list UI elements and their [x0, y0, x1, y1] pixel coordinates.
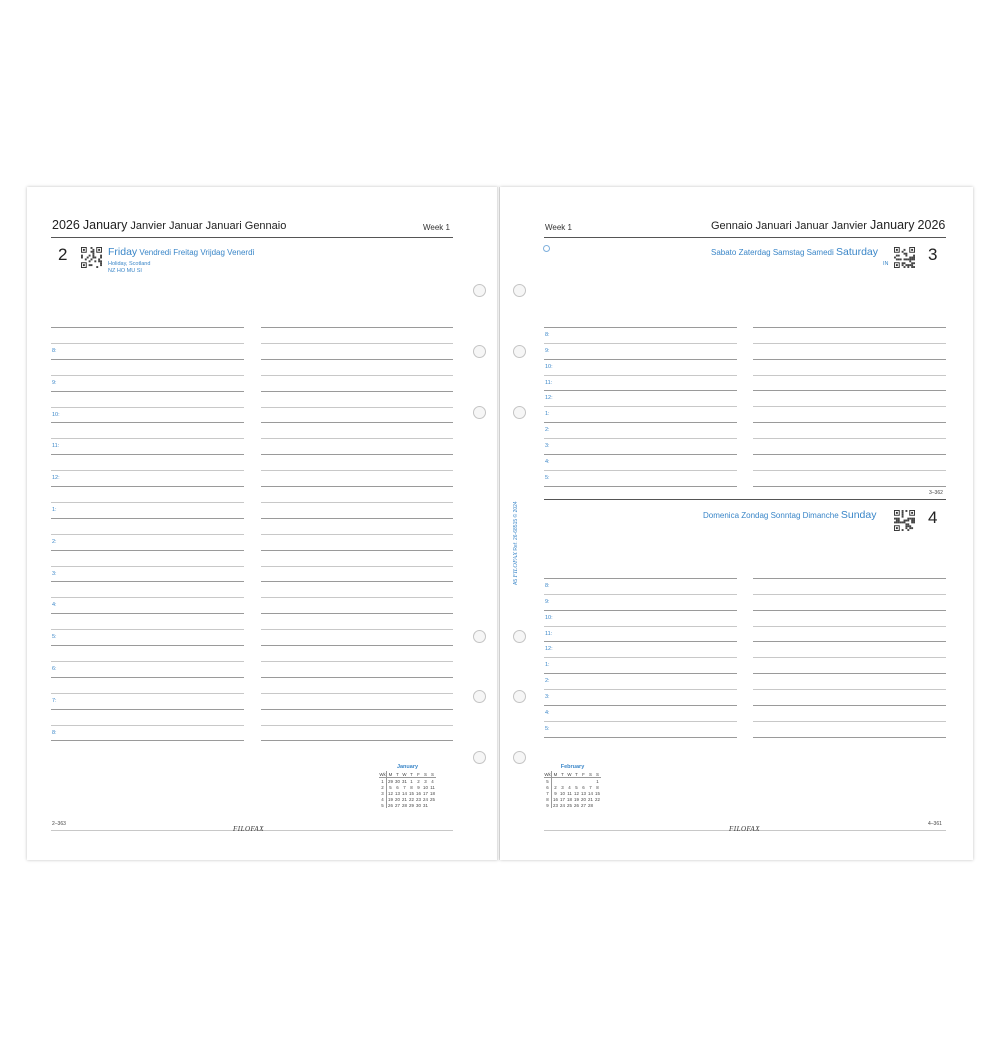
writing-line — [544, 422, 737, 423]
writing-line — [544, 406, 737, 407]
mini-calendar-day: 22 — [409, 796, 414, 802]
mini-calendar-day: 27 — [395, 802, 400, 808]
writing-line — [544, 578, 737, 579]
mini-calendar-day: 25 — [567, 802, 572, 808]
writing-line — [51, 740, 244, 741]
hour-label: 2: — [545, 678, 550, 685]
writing-line — [51, 518, 244, 519]
binder-hole — [473, 751, 486, 764]
binder-hole — [473, 690, 486, 703]
mini-calendar-day: 26 — [388, 802, 393, 808]
mini-calendar-day: 2 — [554, 784, 557, 790]
left-week-label: Week 1 — [423, 223, 450, 232]
right-footer-code: 4–361 — [928, 821, 942, 827]
mini-calendar-day: 12 — [574, 790, 579, 796]
writing-line — [753, 641, 946, 642]
saturday-region: IN — [883, 261, 889, 267]
mini-calendar-week-number: 7 — [544, 790, 552, 796]
hour-label: 8: — [545, 583, 550, 589]
hour-label: 10: — [545, 363, 553, 370]
mini-calendar-header: S — [422, 771, 429, 778]
mini-calendar-header: T — [559, 771, 566, 778]
writing-line — [51, 359, 244, 360]
writing-line — [51, 597, 244, 598]
hour-label: 11: — [545, 379, 553, 386]
writing-line — [753, 422, 946, 423]
hour-label: 1: — [545, 411, 550, 418]
right-month-translations: Gennaio Januari Januar Janvier — [711, 220, 867, 232]
mini-calendar-day — [429, 802, 436, 808]
writing-line — [753, 359, 946, 360]
mini-calendar-header: T — [408, 771, 415, 778]
writing-line — [261, 581, 453, 582]
writing-line — [544, 454, 737, 455]
mini-calendar-grid — [544, 771, 601, 808]
writing-line — [51, 375, 244, 376]
writing-line — [51, 629, 244, 630]
mini-calendar-header: M — [387, 771, 395, 778]
mini-calendar-day: 5 — [389, 784, 392, 790]
mini-calendar-day: 19 — [574, 796, 579, 802]
writing-line — [261, 613, 453, 614]
hour-label: 3: — [545, 693, 550, 700]
saturday-translations: Sabato Zaterdag Samstag Samedi — [711, 248, 834, 257]
writing-line — [261, 709, 453, 710]
mini-calendar-day: 14 — [402, 790, 407, 796]
writing-line — [51, 693, 244, 694]
writing-line — [51, 709, 244, 710]
writing-line — [544, 705, 737, 706]
qr-code-icon — [894, 510, 915, 531]
mini-calendar-day: 7 — [403, 784, 406, 790]
writing-line — [753, 438, 946, 439]
writing-line — [51, 581, 244, 582]
writing-line — [261, 486, 453, 487]
mini-calendar-day: 6 — [396, 784, 399, 790]
hour-label: 5: — [545, 725, 550, 732]
writing-line — [261, 693, 453, 694]
mini-calendar-day: 12 — [388, 790, 393, 796]
mini-calendar-day: 28 — [402, 802, 407, 808]
mini-calendar-day: 30 — [395, 778, 400, 784]
mini-calendar-day: 30 — [416, 802, 421, 808]
writing-line — [51, 677, 244, 678]
writing-line — [51, 534, 244, 535]
mini-calendar-day: 29 — [409, 802, 414, 808]
mini-calendar-day: 27 — [581, 802, 586, 808]
writing-line — [753, 689, 946, 690]
sunday-heading — [703, 509, 877, 521]
writing-line — [261, 645, 453, 646]
mini-calendar-day: 17 — [423, 790, 428, 796]
mini-calendar-day: 15 — [409, 790, 414, 796]
writing-line — [261, 407, 453, 408]
mini-calendar-day: 10 — [560, 790, 565, 796]
mini-calendar-day: 9 — [417, 784, 420, 790]
writing-line — [261, 740, 453, 741]
mini-calendar-day: 13 — [581, 790, 586, 796]
hour-label: 3: — [545, 442, 550, 449]
mini-calendar-day: 4 — [568, 784, 571, 790]
right-brand-logo: FILOFAX — [729, 825, 760, 833]
spine-brand: FILOFAX — [512, 551, 519, 578]
writing-line — [261, 327, 453, 328]
mini-calendar-week-number: 3 — [379, 790, 387, 796]
writing-line — [753, 327, 946, 328]
hour-label: 8: — [545, 332, 550, 338]
sunday-day-number: 4 — [928, 508, 938, 527]
mini-calendar-header: T — [394, 771, 401, 778]
mini-calendar-day: 11 — [567, 790, 572, 796]
writing-line — [753, 705, 946, 706]
hour-label: 11: — [52, 443, 60, 450]
mini-calendar-day: 11 — [430, 784, 435, 790]
writing-line — [51, 566, 244, 567]
mini-calendar-day: 6 — [582, 784, 585, 790]
spine-reference-text — [512, 501, 519, 585]
binder-hole — [473, 345, 486, 358]
mini-calendar-day: 7 — [589, 784, 592, 790]
writing-line — [544, 343, 737, 344]
hour-label: 8: — [52, 729, 57, 736]
writing-line — [51, 550, 244, 551]
writing-line — [51, 327, 244, 328]
mini-calendar-day: 13 — [395, 790, 400, 796]
writing-line — [261, 359, 453, 360]
writing-line — [51, 407, 244, 408]
mini-calendar-week-number: 6 — [544, 784, 552, 790]
writing-line — [261, 629, 453, 630]
hour-label: 9: — [52, 379, 57, 386]
mini-calendar-week-number: 1 — [379, 778, 387, 785]
mini-calendar-day: 24 — [423, 796, 428, 802]
writing-line — [261, 661, 453, 662]
holiday-regions: NZ HO MU SI — [108, 268, 142, 274]
writing-line — [753, 375, 946, 376]
mini-calendar-day: 25 — [430, 796, 435, 802]
writing-line — [261, 454, 453, 455]
writing-line — [261, 597, 453, 598]
writing-line — [753, 626, 946, 627]
writing-line — [51, 613, 244, 614]
hour-label: 10: — [545, 614, 553, 621]
left-brand-logo: FILOFAX — [233, 825, 264, 833]
writing-line — [261, 343, 453, 344]
writing-line — [51, 486, 244, 487]
mini-calendar-day: 3 — [561, 784, 564, 790]
writing-line — [261, 438, 453, 439]
writing-line — [544, 594, 737, 595]
writing-line — [51, 470, 244, 471]
writing-line — [544, 438, 737, 439]
writing-line — [544, 390, 737, 391]
mini-calendar-title: February — [560, 764, 585, 770]
mini-calendar-day: 16 — [416, 790, 421, 796]
writing-line — [544, 470, 737, 471]
writing-line — [544, 737, 737, 738]
hour-label: 1: — [52, 507, 57, 513]
mini-calendar-day: 23 — [416, 796, 421, 802]
hour-label: 4: — [545, 458, 550, 465]
hour-label: 2: — [545, 427, 550, 434]
right-week-label: Week 1 — [545, 223, 572, 232]
mini-calendar-header: F — [580, 771, 587, 778]
right-header-rule — [544, 237, 946, 238]
mini-calendar-day: 8 — [596, 784, 599, 790]
day-separator — [544, 499, 946, 500]
writing-line — [753, 657, 946, 658]
hour-label: 4: — [545, 709, 550, 716]
mini-calendar-day: 24 — [560, 802, 565, 808]
writing-line — [261, 725, 453, 726]
mini-calendar-week-number: 5 — [379, 802, 387, 808]
sunday-name: Sunday — [840, 509, 877, 521]
writing-line — [753, 737, 946, 738]
writing-line — [51, 725, 244, 726]
writing-line — [544, 673, 737, 674]
mini-calendar-day: 8 — [410, 784, 413, 790]
left-month: January — [82, 218, 128, 232]
writing-line — [544, 689, 737, 690]
mini-calendar-grid — [379, 771, 436, 808]
qr-code-icon — [894, 247, 915, 268]
mini-calendar-week-number: 9 — [544, 802, 552, 808]
binder-hole — [513, 630, 526, 643]
hour-label: 11: — [545, 630, 553, 637]
mini-calendar-header: S — [587, 771, 594, 778]
right-month-header — [711, 218, 945, 232]
saturday-name: Saturday — [835, 246, 879, 258]
right-year: 2026 — [917, 218, 946, 232]
writing-line — [544, 327, 737, 328]
writing-line — [51, 438, 244, 439]
saturday-day-number: 3 — [928, 245, 938, 264]
mini-calendar-header: T — [573, 771, 580, 778]
holiday-note: Holiday, Scotland — [108, 261, 151, 267]
mini-calendar-day: 18 — [567, 796, 572, 802]
binder-hole — [513, 284, 526, 297]
mini-calendar-day: 14 — [588, 790, 593, 796]
left-day-number: 2 — [58, 245, 68, 264]
hour-label: 12: — [545, 646, 553, 653]
writing-line — [261, 518, 453, 519]
mini-calendar-day: 3 — [424, 778, 427, 784]
qr-code-icon — [81, 247, 102, 268]
binder-hole — [473, 284, 486, 297]
left-day-name: Friday — [108, 246, 138, 258]
hour-label: 12: — [545, 395, 553, 402]
hour-label: 9: — [545, 347, 550, 354]
mini-calendar-day: 1 — [596, 778, 599, 784]
writing-line — [544, 610, 737, 611]
mini-calendar-february — [544, 764, 601, 808]
binder-hole — [473, 406, 486, 419]
mini-calendar-day: 22 — [595, 796, 600, 802]
sunday-translations: Domenica Zondag Sonntag Dimanche — [703, 511, 839, 520]
writing-line — [753, 578, 946, 579]
writing-line — [51, 391, 244, 392]
left-month-header — [52, 218, 286, 232]
mini-calendar-header: F — [415, 771, 422, 778]
mini-calendar-day: 19 — [388, 796, 393, 802]
hour-label: 9: — [545, 598, 550, 605]
mini-calendar-day: 23 — [553, 802, 558, 808]
mini-calendar-day — [594, 802, 601, 808]
mini-calendar-header: S — [594, 771, 601, 778]
binder-hole — [513, 345, 526, 358]
writing-line — [261, 534, 453, 535]
writing-line — [753, 454, 946, 455]
writing-line — [544, 657, 737, 658]
writing-line — [51, 454, 244, 455]
mini-calendar-day: 1 — [410, 778, 413, 784]
mini-calendar-week-number: 8 — [544, 796, 552, 802]
hour-label: 10: — [52, 411, 60, 418]
hour-label: 6: — [52, 666, 57, 672]
hour-label: 5: — [545, 474, 550, 481]
writing-line — [544, 641, 737, 642]
hour-label: 1: — [545, 662, 550, 669]
left-day-translations: Vendredi Freitag Vrijdag Venerdì — [139, 248, 255, 257]
writing-line — [753, 610, 946, 611]
writing-line — [753, 406, 946, 407]
writing-line — [544, 486, 737, 487]
mini-calendar-day: 18 — [430, 790, 435, 796]
mini-calendar-header: S — [429, 771, 436, 778]
hour-label: 5: — [52, 634, 57, 641]
mini-calendar-day: 29 — [388, 778, 393, 784]
mini-calendar-header: Wk — [544, 771, 551, 777]
mini-calendar-week-number: 4 — [379, 796, 387, 802]
writing-line — [261, 422, 453, 423]
saturday-footer-code: 3–362 — [929, 490, 943, 496]
hour-label: 2: — [52, 538, 57, 545]
left-header-rule — [51, 237, 453, 238]
writing-line — [261, 502, 453, 503]
left-footer-code: 2–363 — [52, 821, 66, 827]
writing-line — [261, 550, 453, 551]
mini-calendar-header: Wk — [379, 771, 386, 777]
mini-calendar-day: 17 — [560, 796, 565, 802]
mini-calendar-day: 20 — [581, 796, 586, 802]
hour-label: 7: — [52, 697, 57, 704]
mini-calendar-header: W — [402, 771, 407, 777]
writing-line — [261, 677, 453, 678]
left-diary-page — [27, 187, 498, 860]
writing-line — [51, 661, 244, 662]
hour-label: 4: — [52, 602, 57, 609]
mini-calendar-day: 5 — [575, 784, 578, 790]
mini-calendar-day: 26 — [574, 802, 579, 808]
mini-calendar-day: 15 — [595, 790, 600, 796]
writing-line — [261, 470, 453, 471]
writing-line — [51, 422, 244, 423]
mini-calendar-january — [379, 764, 436, 808]
hour-label: 12: — [52, 475, 60, 482]
left-day-heading — [108, 246, 255, 258]
hour-label: 3: — [52, 570, 57, 577]
binder-hole — [473, 630, 486, 643]
writing-line — [753, 673, 946, 674]
writing-line — [753, 390, 946, 391]
writing-line — [544, 375, 737, 376]
writing-line — [544, 359, 737, 360]
mini-calendar-day: 10 — [423, 784, 428, 790]
right-month: January — [870, 218, 915, 232]
binder-hole — [513, 751, 526, 764]
circle-icon — [543, 245, 550, 252]
writing-line — [261, 391, 453, 392]
writing-line — [753, 721, 946, 722]
spine-ref: Ref. 26-68515 © 2024 — [513, 501, 519, 551]
writing-line — [261, 566, 453, 567]
mini-calendar-day: 21 — [588, 796, 593, 802]
writing-line — [261, 375, 453, 376]
mini-calendar-title: January — [396, 764, 419, 770]
mini-calendar-day: 2 — [417, 778, 420, 784]
mini-calendar-week-number: 5 — [544, 778, 552, 785]
left-month-translations: Janvier Januar Januari Gennaio — [130, 220, 287, 232]
mini-calendar-header: W — [567, 771, 572, 777]
mini-calendar-day: 31 — [423, 802, 428, 808]
writing-line — [753, 343, 946, 344]
mini-calendar-day: 28 — [588, 802, 593, 808]
writing-line — [51, 343, 244, 344]
mini-calendar-week-number: 2 — [379, 784, 387, 790]
spine-size: A5 — [513, 578, 519, 585]
writing-line — [753, 470, 946, 471]
binder-hole — [513, 406, 526, 419]
writing-line — [51, 502, 244, 503]
mini-calendar-day: 31 — [402, 778, 407, 784]
mini-calendar-day: 4 — [431, 778, 434, 784]
hour-label: 8: — [52, 348, 57, 354]
saturday-heading — [711, 246, 878, 258]
writing-line — [753, 594, 946, 595]
mini-calendar-day: 21 — [402, 796, 407, 802]
writing-line — [51, 645, 244, 646]
writing-line — [544, 721, 737, 722]
mini-calendar-header: M — [552, 771, 560, 778]
writing-line — [753, 486, 946, 487]
mini-calendar-day: 16 — [553, 796, 558, 802]
mini-calendar-day: 9 — [554, 790, 557, 796]
writing-line — [544, 626, 737, 627]
mini-calendar-day: 20 — [395, 796, 400, 802]
binder-hole — [513, 690, 526, 703]
left-year: 2026 — [52, 218, 80, 232]
